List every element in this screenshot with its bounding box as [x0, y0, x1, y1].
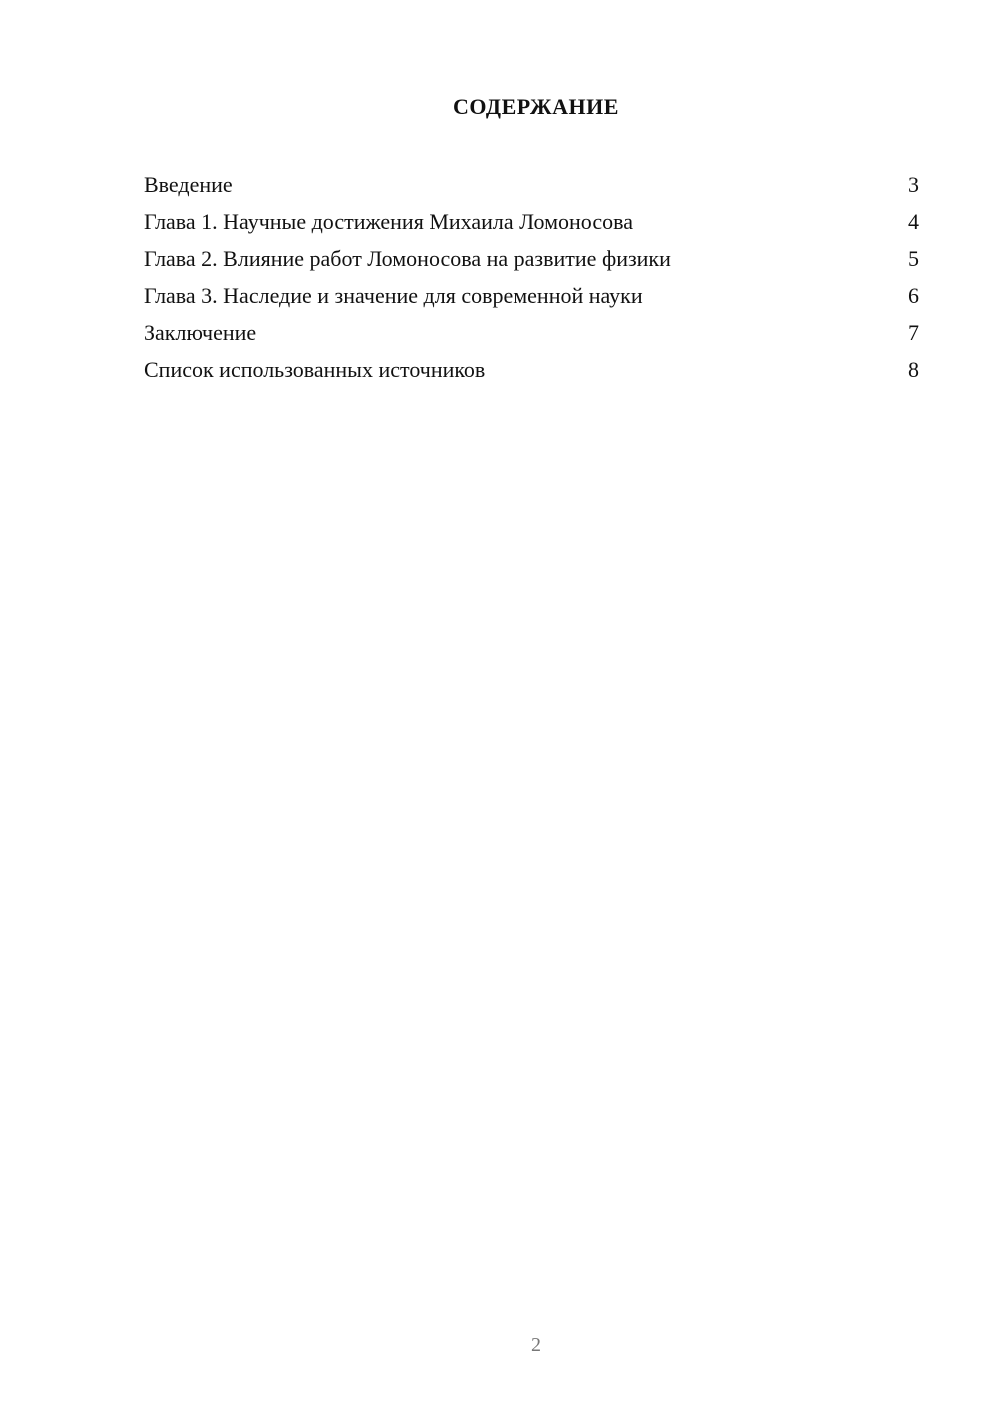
toc-entry-conclusion: [144, 316, 919, 353]
toc-entry-page: 6: [908, 283, 919, 308]
toc-entry-chapter-1: [144, 205, 919, 242]
toc-entry-label: Заключение: [144, 320, 257, 345]
toc-entry-label: Глава 2. Влияние работ Ломоносова на развитие физики: [144, 246, 671, 271]
page-title: СОДЕРЖАНИЕ: [453, 94, 619, 119]
table-of-contents: [144, 168, 919, 390]
toc-entry-chapter-2: [144, 242, 919, 279]
toc-entry-page: 3: [908, 172, 919, 197]
toc-entry-page: 7: [908, 320, 919, 345]
page-number: 2: [531, 1334, 541, 1356]
toc-entry-page: 4: [908, 209, 919, 234]
toc-entry-page: 5: [908, 246, 919, 271]
toc-entry-label: Список использованных источников: [144, 357, 486, 382]
toc-entry-label: Введение: [144, 172, 233, 197]
toc-entry-chapter-3: [144, 279, 919, 316]
toc-entry-label: Глава 1. Научные достижения Михаила Ломоносова: [144, 209, 633, 234]
toc-entry-introduction: [144, 168, 919, 205]
toc-entry-references: [144, 353, 919, 390]
toc-entry-page: 8: [908, 357, 919, 382]
toc-entry-label: Глава 3. Наследие и значение для современной науки: [144, 283, 643, 308]
